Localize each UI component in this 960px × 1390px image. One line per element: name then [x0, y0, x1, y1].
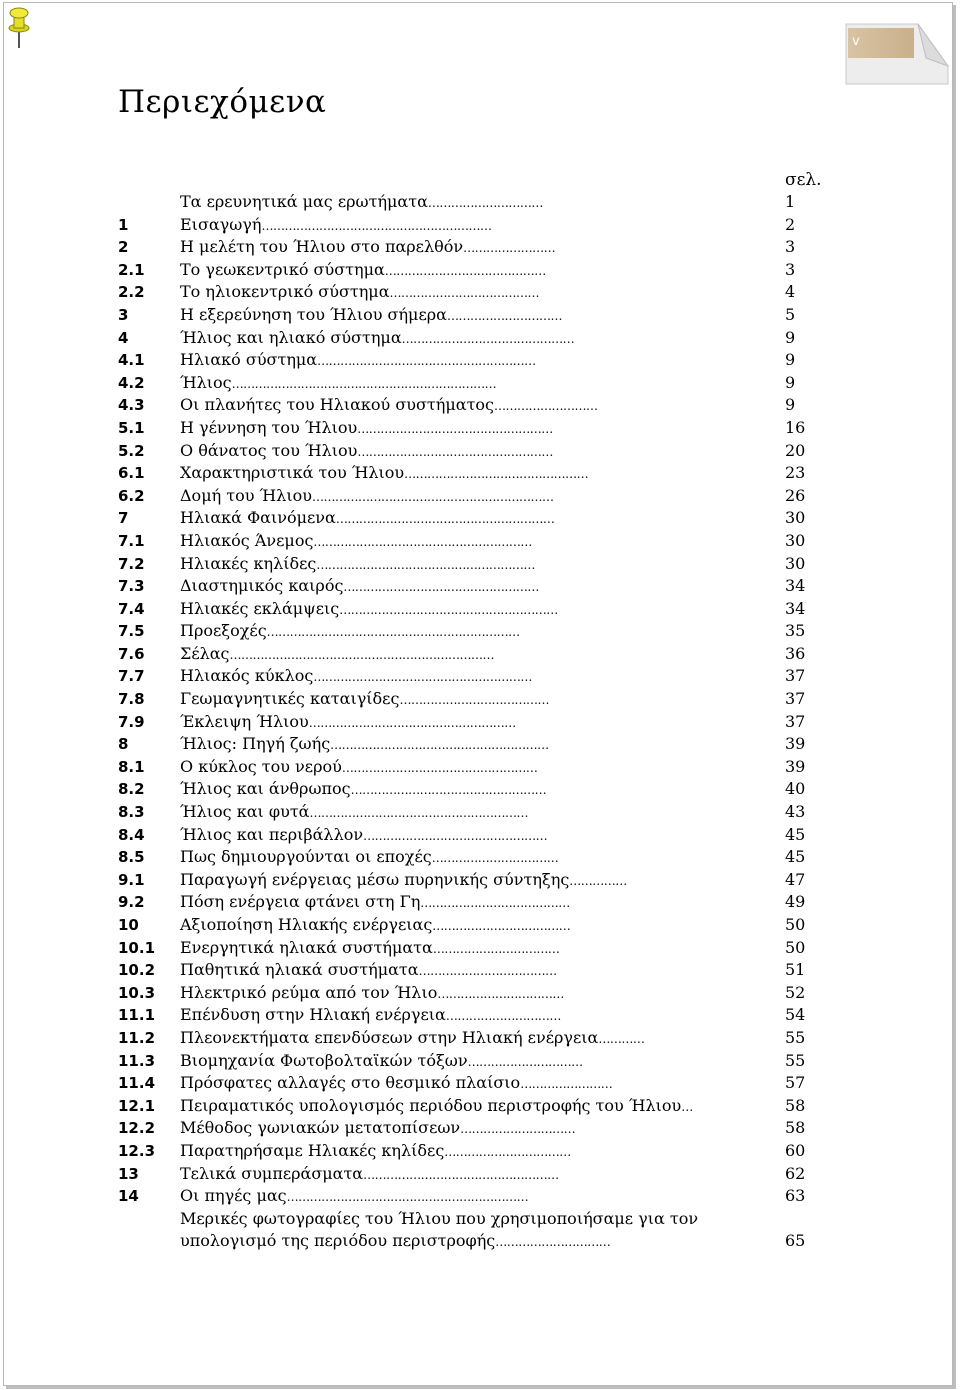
toc-entry-number: 12.2	[118, 1119, 156, 1138]
toc-entry-leader: ……………………………………………	[357, 444, 553, 459]
toc-entry-number: 11.2	[118, 1028, 156, 1047]
toc-entry-title-wrap	[180, 937, 559, 961]
toc-entry-leader: ……………………………………………	[343, 580, 539, 595]
toc-entry-leader: ……………………………………………………	[261, 218, 492, 233]
toc-entry-title: Ηλιακός Άνεμος	[180, 530, 314, 550]
toc-entry-page: 16	[785, 417, 806, 437]
toc-entry-title: Ενεργητικά ηλιακά συστήματα	[180, 937, 433, 957]
toc-entry-leader: ………………………………………………………	[311, 489, 554, 504]
toc-entry-number: 5.2	[118, 441, 145, 460]
toc-entry-number: 11.4	[118, 1074, 156, 1093]
toc-entry-number: 7	[118, 509, 129, 528]
toc-entry	[118, 214, 838, 237]
toc-entry-number: 3	[118, 305, 129, 324]
toc-entry-title: Ήλιος και ηλιακό σύστημα	[180, 327, 402, 347]
toc-entry	[118, 688, 838, 711]
toc-entry-page: 55	[785, 1027, 806, 1047]
toc-entry	[118, 327, 838, 350]
toc-entry-title-wrap	[180, 1004, 561, 1028]
toc-entry	[118, 801, 838, 824]
toc-entry-title-wrap	[180, 304, 562, 328]
toc-entry-number: 10.1	[118, 938, 156, 957]
toc-entry-page: 45	[785, 847, 806, 867]
toc-entry	[118, 1027, 838, 1050]
toc-entry-title: Η εξερεύνηση του Ήλιου σήμερα	[180, 304, 447, 324]
toc-entry-page: 9	[785, 350, 796, 370]
toc-entry-title-wrap	[180, 485, 553, 509]
toc-entry-title-wrap	[180, 959, 557, 983]
toc-entry-leader: …………………………………………………	[339, 602, 558, 617]
toc-entry-page: 3	[785, 259, 796, 279]
toc-entry-title: Μερικές φωτογραφίες του Ήλιου που χρησιμοποιήσαμε για τον υπολογισμό της περιόδου περιστροφής	[180, 1208, 699, 1251]
toc-entry-title: Μέθοδος γωνιακών μετατοπίσεων	[180, 1118, 461, 1138]
toc-entry-title: Ηλιακές κηλίδες	[180, 553, 317, 573]
toc-entry-leader: ………………………	[494, 399, 598, 414]
toc-entry-leader: ……………………………………………	[341, 760, 538, 775]
toc-entry-title-wrap	[180, 575, 539, 599]
toc-entry-leader: …………………………………	[399, 693, 549, 708]
toc-entry-leader: ……………………………………………	[357, 421, 553, 436]
page-title: Περιεχόμενα	[118, 84, 327, 120]
toc-entry	[118, 1072, 838, 1095]
toc-entry-page: 5	[785, 304, 796, 324]
pushpin-icon	[6, 4, 32, 50]
toc-entry-title-wrap	[180, 1027, 644, 1051]
toc-entry-leader: …………………………………	[389, 286, 539, 301]
toc-entry-leader: ……………………	[520, 1077, 613, 1092]
toc-entry-title: Τα ερευνητικά μας ερωτήματα	[180, 192, 428, 211]
toc-entry-title: Πειραματικός υπολογισμός περιόδου περιστροφής του Ήλιου	[180, 1095, 682, 1115]
toc-entry-leader: …………………………………………………………	[266, 625, 520, 640]
toc-entry-title: Το γεωκεντρικό σύστημα	[180, 259, 385, 279]
toc-entry-number: 8	[118, 735, 129, 754]
page-label: v	[852, 34, 860, 49]
toc-entry-number: 7.7	[118, 667, 145, 686]
toc-entry-leader: …………	[598, 1031, 645, 1046]
toc-entry-leader: …	[681, 1099, 693, 1114]
toc-entry-title-wrap	[180, 327, 574, 351]
table-of-contents	[118, 191, 838, 1253]
toc-entry-page: 9	[785, 327, 796, 347]
toc-entry-number: 11.3	[118, 1051, 156, 1070]
toc-entry-page: 43	[785, 802, 806, 822]
toc-entry-leader: ……………………………………………	[350, 783, 547, 798]
toc-entry-title: Πρόσφατες αλλαγές στο θεσμικό πλαίσιο	[180, 1073, 521, 1093]
toc-entry-leader: ……………	[569, 873, 627, 888]
toc-entry-page: 30	[785, 553, 806, 573]
toc-entry	[118, 507, 838, 530]
toc-entry-title-wrap	[180, 417, 553, 441]
toc-entry-leader: ………………………………………	[401, 331, 575, 346]
toc-entry-title: Εισαγωγή	[180, 214, 262, 234]
toc-entry-leader: ……………………………	[437, 986, 564, 1001]
toc-entry-title: Ήλιος και άνθρωπος	[180, 779, 351, 799]
toc-entry-title: Τελικά συμπεράσματα	[180, 1163, 364, 1183]
toc-entry	[118, 869, 838, 892]
toc-entry-page: 50	[785, 937, 806, 957]
toc-entry-leader: ……………………………………………	[363, 1167, 559, 1182]
toc-entry-number: 4.3	[118, 396, 145, 415]
toc-entry-title: Αξιοποίηση Ηλιακής ενέργειας	[180, 915, 433, 934]
toc-entry-leader: ……………………………	[444, 1144, 571, 1159]
toc-entry-page: 36	[785, 643, 806, 663]
toc-entry-title: Πόση ενέργεια φτάνει στη Γη	[180, 892, 421, 912]
toc-entry-title-wrap	[180, 778, 546, 802]
toc-entry-leader: ………………………………………………	[308, 715, 516, 730]
toc-entry	[118, 937, 838, 960]
toc-entry	[118, 982, 838, 1005]
toc-entry	[118, 259, 838, 282]
toc-entry-leader: …………………………………………………	[330, 738, 549, 753]
toc-entry	[118, 1004, 838, 1027]
toc-entry-page: 3	[785, 237, 796, 257]
toc-entry	[118, 304, 838, 327]
toc-entry-title-wrap	[180, 259, 546, 283]
toc-entry-title-wrap	[180, 1072, 612, 1096]
toc-entry	[118, 1117, 838, 1140]
toc-entry-page: 62	[785, 1163, 806, 1183]
toc-entry-title: Παθητικά ηλιακά συστήματα	[180, 960, 419, 980]
toc-entry-title-wrap	[180, 891, 570, 915]
toc-entry-leader: …………………………	[427, 196, 543, 210]
toc-entry-page: 51	[785, 960, 806, 980]
toc-entry-leader: ……………………………	[432, 941, 560, 956]
toc-entry-leader: ………………………………	[432, 919, 571, 933]
toc-entry	[118, 440, 838, 463]
toc-entry-number: 7.2	[118, 554, 145, 573]
toc-entry-title-wrap	[180, 1050, 583, 1074]
toc-entry-title-wrap	[180, 1208, 770, 1254]
toc-entry-number: 7.1	[118, 531, 145, 550]
toc-entry-number: 6.1	[118, 464, 145, 483]
toc-entry-number: 7.4	[118, 599, 145, 618]
toc-entry	[118, 462, 838, 485]
toc-entry-title-wrap	[180, 191, 543, 215]
toc-entry-title: Χαρακτηριστικά του Ήλιου	[180, 463, 405, 483]
toc-entry-leader: ……………………………………………………………	[229, 647, 495, 662]
toc-entry-number: 1	[118, 215, 129, 234]
toc-entry	[118, 485, 838, 508]
toc-entry-title: Διαστημικός καιρός	[180, 576, 344, 596]
toc-entry-leader: …………………………………	[420, 896, 570, 911]
toc-entry	[118, 1050, 838, 1073]
toc-entry-page: 37	[785, 689, 806, 709]
toc-entry-number: 14	[118, 1187, 139, 1206]
toc-entry-title: Ηλεκτρικό ρεύμα από τον Ήλιο	[180, 982, 438, 1002]
toc-entry-number: 8.5	[118, 848, 145, 867]
toc-entry-title-wrap	[180, 869, 627, 893]
toc-entry-title-wrap	[180, 756, 537, 780]
toc-entry-page: 55	[785, 1050, 806, 1070]
toc-entry-title: Ήλιος	[180, 372, 232, 392]
toc-entry	[118, 236, 838, 259]
toc-entry-title: Η μελέτη του Ήλιου στο παρελθόν	[180, 237, 464, 257]
folded-corner-icon	[836, 18, 954, 88]
toc-entry-title-wrap	[180, 1140, 571, 1164]
toc-entry	[118, 1208, 838, 1253]
toc-entry-leader: ……………………………………	[384, 263, 546, 278]
toc-entry-title-wrap	[180, 440, 553, 464]
toc-entry-leader: ……………………………	[431, 851, 559, 866]
toc-entry-title-wrap	[180, 620, 520, 644]
toc-entry-title: Ηλιακές εκλάμψεις	[180, 598, 340, 618]
toc-entry-number: 6.2	[118, 486, 145, 505]
toc-entry-title-wrap	[180, 1117, 575, 1141]
toc-entry-leader: ……………………	[463, 241, 556, 256]
toc-entry	[118, 891, 838, 914]
toc-entry	[118, 846, 838, 869]
toc-entry-page: 47	[785, 869, 806, 889]
toc-entry-leader: ………………………………	[418, 964, 557, 979]
toc-entry-title-wrap	[180, 846, 558, 870]
toc-entry-title: Παρατηρήσαμε Ηλιακές κηλίδες	[180, 1140, 445, 1160]
toc-entry-number: 4.1	[118, 351, 145, 370]
toc-entry-title-wrap	[180, 1095, 693, 1119]
toc-entry-title: Ήλιος: Πηγή ζωής	[180, 734, 331, 754]
toc-entry-number: 11.1	[118, 1006, 156, 1025]
toc-entry-number: 7.9	[118, 712, 145, 731]
toc-entry-page: 57	[785, 1073, 806, 1093]
toc-entry-page: 39	[785, 756, 806, 776]
toc-entry-leader: …………………………………………………	[316, 557, 535, 572]
toc-entry	[118, 598, 838, 621]
toc-entry-page: 34	[785, 598, 806, 618]
toc-entry-title-wrap	[180, 598, 558, 622]
toc-entry-page: 45	[785, 824, 806, 844]
toc-entry-title-wrap	[180, 1163, 559, 1187]
toc-entry-title-wrap	[180, 643, 494, 667]
toc-entry-page: 54	[785, 1005, 806, 1025]
toc-entry-page: 37	[785, 711, 806, 731]
toc-entry-leader: …………………………………………	[363, 828, 548, 843]
toc-entry-title: Ο θάνατος του Ήλιου	[180, 440, 358, 460]
toc-entry-number: 8.1	[118, 757, 145, 776]
toc-entry-page: 34	[785, 576, 806, 596]
toc-entry-page: 2	[785, 214, 796, 234]
toc-entry-title-wrap	[180, 530, 532, 554]
toc-entry-title-wrap	[180, 801, 528, 825]
toc-entry-leader: …………………………………………………	[335, 512, 555, 527]
toc-entry-title: Το ηλιοκεντρικό σύστημα	[180, 282, 390, 302]
toc-entry-title: Παραγωγή ενέργειας μέσω πυρηνικής σύντηξης	[180, 869, 570, 889]
toc-entry-number: 10.2	[118, 961, 156, 980]
toc-entry-title-wrap	[180, 982, 564, 1006]
toc-entry-title-wrap	[180, 665, 532, 689]
toc-entry-leader: ………………………………………………………	[286, 1190, 529, 1205]
toc-entry-title: Δομή του Ήλιου	[180, 485, 312, 505]
toc-entry-number: 10	[118, 916, 139, 934]
toc-entry-title-wrap	[180, 372, 496, 396]
toc-entry	[118, 1185, 838, 1208]
toc-entry-number: 4.2	[118, 373, 145, 392]
toc-entry	[118, 1140, 838, 1163]
toc-entry-title-wrap	[180, 507, 554, 531]
toc-entry-title-wrap	[180, 214, 491, 238]
toc-entry-number: 2.2	[118, 283, 145, 302]
toc-entry-number: 13	[118, 1164, 139, 1183]
toc-entry	[118, 959, 838, 982]
toc-entry-leader: …………………………………………	[404, 467, 589, 482]
toc-entry-title: Ηλιακός κύκλος	[180, 666, 314, 686]
toc-entry-title: Βιομηχανία Φωτοβολταϊκών τόξων	[180, 1050, 468, 1070]
page-column-header: σελ.	[785, 170, 822, 190]
toc-entry-title: Η γέννηση του Ήλιου	[180, 417, 358, 437]
toc-entry-page: 26	[785, 485, 806, 505]
toc-entry-leader: …………………………	[460, 1122, 576, 1137]
toc-entry-number: 9.2	[118, 893, 145, 912]
page-number-tab	[836, 18, 954, 88]
toc-entry-page: 20	[785, 440, 806, 460]
toc-entry	[118, 824, 838, 847]
toc-entry-title: Επένδυση στην Ηλιακή ενέργεια	[180, 1005, 446, 1025]
toc-entry	[118, 778, 838, 801]
toc-entry	[118, 349, 838, 372]
toc-entry-title: Πως δημιουργούνται οι εποχές	[180, 847, 432, 867]
toc-entry-page: 30	[785, 508, 806, 528]
toc-entry-title-wrap	[180, 824, 547, 848]
toc-entry-title: Ηλιακά Φαινόμενα	[180, 508, 336, 528]
toc-entry-page: 58	[785, 1095, 806, 1115]
toc-entry-number: 12.3	[118, 1141, 156, 1160]
toc-entry-title: Προεξοχές	[180, 621, 267, 641]
toc-entry-number: 2	[118, 238, 129, 257]
toc-entry-title: Ήλιος και περιβάλλον	[180, 824, 364, 844]
toc-entry-number: 7.8	[118, 690, 145, 709]
toc-entry	[118, 756, 838, 779]
toc-entry-page: 63	[785, 1186, 806, 1206]
toc-entry-title: Ο κύκλος του νερού	[180, 756, 342, 776]
toc-entry-page: 40	[785, 779, 806, 799]
toc-entry-leader: …………………………	[467, 1054, 583, 1069]
toc-entry	[118, 733, 838, 756]
toc-entry-number: 10.3	[118, 983, 156, 1002]
toc-entry-number: 5.1	[118, 418, 145, 437]
toc-entry-leader: …………………………………………………	[313, 670, 532, 685]
toc-entry	[118, 394, 838, 417]
toc-entry	[118, 530, 838, 553]
toc-entry-number: 7.3	[118, 577, 145, 596]
toc-entry	[118, 665, 838, 688]
toc-entry-number: 8.4	[118, 825, 145, 844]
toc-entry	[118, 575, 838, 598]
toc-entry-number: 8.2	[118, 780, 145, 799]
toc-entry-leader: …………………………………………………	[313, 534, 532, 549]
toc-entry-number: 7.6	[118, 644, 145, 663]
toc-entry-page: 58	[785, 1118, 806, 1138]
toc-entry-page: 37	[785, 666, 806, 686]
toc-entry-leader: ……………………………………………………………	[231, 376, 497, 391]
toc-entry	[118, 372, 838, 395]
toc-entry-title-wrap	[180, 553, 535, 577]
toc-entry-title: Γεωμαγνητικές καταιγίδες	[180, 689, 400, 709]
toc-entry-title: Πλεονεκτήματα επενδύσεων στην Ηλιακή ενέργεια	[180, 1027, 599, 1047]
toc-entry-title-wrap	[180, 236, 555, 260]
toc-entry	[118, 914, 838, 937]
toc-entry-number: 7.5	[118, 622, 145, 641]
toc-entry-title-wrap	[180, 914, 570, 938]
toc-entry-title: Σέλας	[180, 643, 230, 663]
toc-entry-leader: …………………………	[446, 308, 562, 323]
toc-entry-page: 50	[785, 915, 806, 934]
toc-entry-page: 65	[785, 1231, 806, 1251]
toc-entry	[118, 553, 838, 576]
toc-entry-page: 9	[785, 372, 796, 392]
toc-entry	[118, 1163, 838, 1186]
toc-entry-page: 35	[785, 621, 806, 641]
toc-entry-title: Οι πηγές μας	[180, 1186, 287, 1206]
toc-entry-page: 49	[785, 892, 806, 912]
toc-entry-page: 60	[785, 1140, 806, 1160]
toc-entry	[118, 711, 838, 734]
toc-entry-page: 52	[785, 982, 806, 1002]
toc-entry-title: Έκλειψη Ήλιου	[180, 711, 309, 731]
toc-entry-title-wrap	[180, 1185, 528, 1209]
toc-entry-title-wrap	[180, 349, 536, 373]
toc-entry	[118, 417, 838, 440]
toc-entry-title-wrap	[180, 711, 516, 735]
toc-entry-title-wrap	[180, 394, 598, 418]
toc-entry	[118, 643, 838, 666]
toc-entry	[118, 281, 838, 304]
toc-entry-title: Ηλιακό σύστημα	[180, 350, 318, 370]
toc-entry-title-wrap	[180, 688, 549, 712]
toc-entry-number: 8.3	[118, 803, 145, 822]
toc-entry-number: 4	[118, 328, 129, 347]
toc-entry	[118, 1095, 838, 1118]
toc-entry-title-wrap	[180, 462, 588, 486]
toc-entry-page: 4	[785, 282, 796, 302]
toc-entry-leader: …………………………	[495, 1235, 611, 1250]
toc-entry-number: 12.1	[118, 1096, 156, 1115]
toc-entry-title: Ήλιος και φυτά	[180, 802, 310, 822]
toc-entry-title-wrap	[180, 281, 539, 305]
toc-entry	[118, 620, 838, 643]
toc-entry-number: 9.1	[118, 870, 145, 889]
toc-entry-number: 2.1	[118, 260, 145, 279]
toc-entry-leader: …………………………………………………	[317, 354, 536, 369]
toc-entry-title-wrap	[180, 733, 549, 757]
toc-entry-page: 30	[785, 530, 806, 550]
toc-entry-page: 23	[785, 463, 806, 483]
toc-entry-title: Οι πλανήτες του Ηλιακού συστήματος	[180, 395, 495, 415]
toc-entry-leader: …………………………	[445, 1009, 561, 1024]
toc-entry-page: 39	[785, 734, 806, 754]
toc-entry-page: 1	[785, 192, 796, 211]
toc-entry-leader: …………………………………………………	[309, 806, 528, 821]
toc-entry-page: 9	[785, 395, 796, 415]
toc-entry	[118, 191, 838, 214]
